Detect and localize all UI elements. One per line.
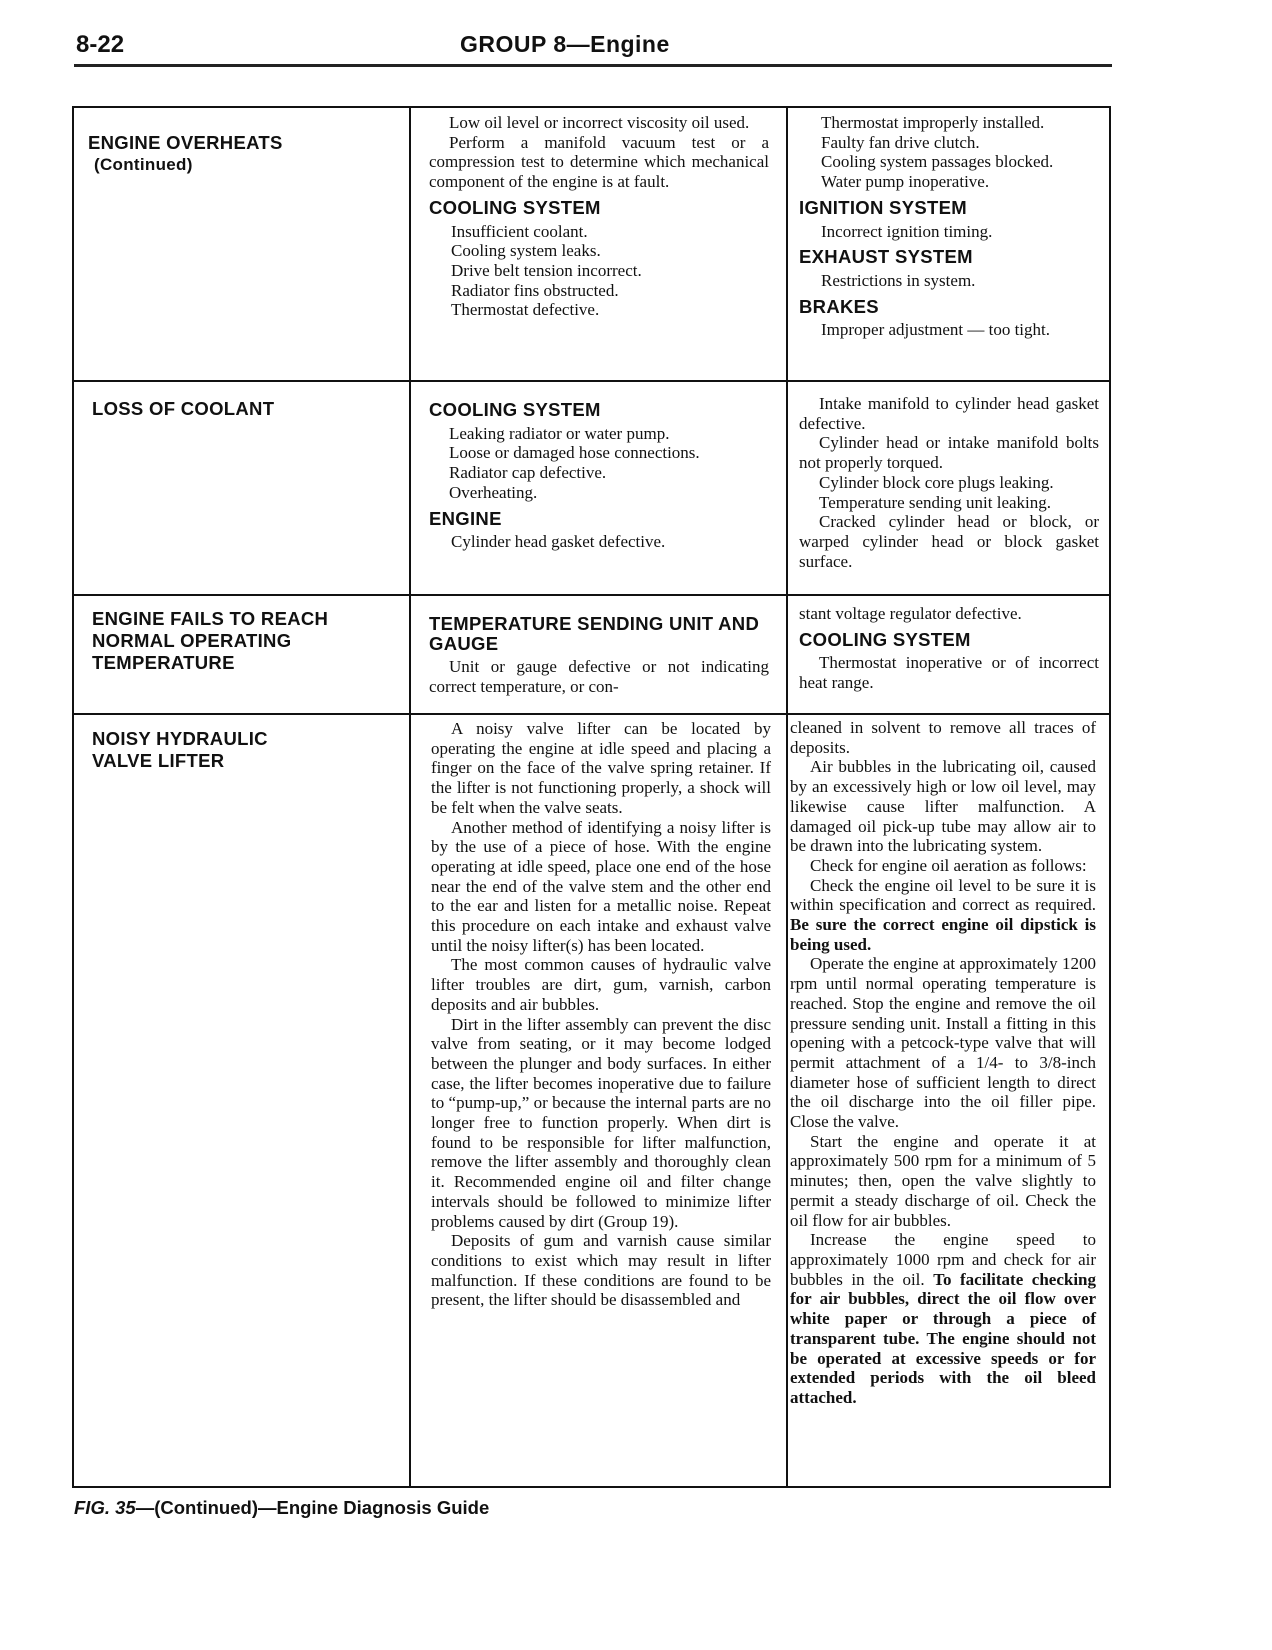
- cause-item: [429, 281, 769, 301]
- section-heading: [429, 198, 769, 218]
- cause-paragraph: [799, 394, 1099, 433]
- cause-text: Check for engine oil aeration as follows:: [810, 855, 1087, 875]
- row-divider-3: [74, 713, 1109, 715]
- figure-label: FIG. 35: [74, 1497, 136, 1518]
- cause-paragraph: [431, 818, 771, 956]
- cause-paragraph: [790, 856, 1096, 876]
- cause-item: [799, 320, 1099, 340]
- cause-item: [429, 532, 769, 552]
- cause-text: IGNITION SYSTEM: [799, 196, 967, 218]
- cause-paragraph: [799, 433, 1099, 472]
- cause-text: Water pump inoperative.: [821, 172, 990, 192]
- cause-paragraph: [799, 473, 1099, 493]
- cause-text: Deposits of gum and varnish cause similar conditions to exist which may result in lifter malfunction. If these conditions are found to be present, the lifter should be disassembled and: [431, 1231, 771, 1310]
- cause-text: cleaned in solvent to remove all traces of deposits.: [790, 718, 1096, 757]
- condition-title: ENGINE OVERHEATS: [88, 132, 283, 153]
- row1-causes-col2: [429, 113, 769, 320]
- cause-text: The most common causes of hydraulic valve lifter troubles are dirt, gum, varnish, carbon deposits and air bubbles.: [431, 955, 771, 1014]
- cause-text: Temperature sending unit leaking.: [819, 492, 1052, 512]
- cause-paragraph: [429, 657, 769, 696]
- cause-text: COOLING SYSTEM: [429, 399, 601, 420]
- cause-paragraph: [790, 718, 1096, 757]
- condition-engine-overheats: [88, 132, 283, 176]
- cause-item: [799, 133, 1099, 153]
- cause-text: Leaking radiator or water pump.: [449, 423, 670, 443]
- row3-causes-col2: [429, 608, 769, 697]
- column-divider-1: [409, 108, 411, 1486]
- figure-caption-text: —(Continued)—Engine Diagnosis Guide: [135, 1497, 490, 1518]
- row1-causes-col3: [799, 113, 1099, 340]
- section-heading: [429, 509, 769, 529]
- cause-paragraph: [431, 955, 771, 1014]
- cause-item: [429, 261, 769, 281]
- cause-paragraph: [799, 653, 1099, 692]
- cause-paragraph: [799, 493, 1099, 513]
- cause-text: ENGINE: [429, 507, 502, 529]
- cause-text: Restrictions in system.: [821, 270, 976, 290]
- condition-fails-to-reach-temperature: [92, 608, 392, 674]
- row-divider-2: [74, 594, 1109, 596]
- section-heading: [799, 630, 1099, 650]
- cause-text: Drive belt tension incorrect.: [451, 260, 642, 280]
- condition-noisy-valve-lifter: [92, 728, 282, 772]
- cause-text: Dirt in the lifter assembly can prevent the disc valve from seating, or it may become lodged between the plunger and body surfaces. In either case, the lifter becomes inoperative due to failure to “pump-up,” or because the internal parts are no longer free to function properly. When dirt is found to be responsible for lifter malfunction, remove the lifter assembly and thoroughly clean it. Recommended engine oil and filter change intervals should be followed to minimize lifter problems caused by dirt (Group 19).: [431, 1014, 771, 1231]
- section-heading: [799, 247, 1099, 267]
- section-heading: [429, 614, 769, 653]
- cause-text: EXHAUST SYSTEM: [799, 246, 973, 268]
- column-divider-2: [786, 108, 788, 1486]
- row4-causes-col3: [790, 718, 1096, 1408]
- cause-text: TEMPERATURE SENDING UNIT AND GAUGE: [429, 613, 760, 654]
- condition-loss-of-coolant: [92, 398, 274, 420]
- cause-paragraph: [799, 604, 1099, 624]
- row4-causes-col2: [431, 719, 771, 1310]
- cause-paragraph: [790, 876, 1096, 955]
- cause-text: Cylinder head gasket defective.: [451, 532, 666, 552]
- cause-text: Radiator cap defective.: [449, 463, 607, 483]
- cause-paragraph: [429, 113, 769, 133]
- cause-item: [799, 271, 1099, 291]
- cause-text: Low oil level or incorrect viscosity oil used.: [449, 113, 750, 132]
- cause-text: BRAKES: [799, 295, 879, 317]
- cause-paragraph: [790, 954, 1096, 1131]
- cause-paragraph: [429, 443, 769, 463]
- cause-item: [429, 222, 769, 242]
- cause-item: [799, 172, 1099, 192]
- condition-title: LOSS OF COOLANT: [92, 398, 275, 419]
- cause-text: Cylinder block core plugs leaking.: [819, 472, 1054, 492]
- cause-text: Air bubbles in the lubricating oil, caused by an excessively high or low oil level, may likewise cause lifter malfunction. A damaged oil pick-up tube may allow air to be drawn into the lubricating system.: [790, 757, 1096, 856]
- cause-text: Increase the engine speed to approximately 1000 rpm and check for air bubbles in the oil.: [790, 1230, 1096, 1289]
- cause-text: Intake manifold to cylinder head gasket defective.: [799, 394, 1099, 433]
- cause-item: [429, 241, 769, 261]
- cause-item: [799, 113, 1099, 133]
- cause-text: Insufficient coolant.: [451, 221, 588, 241]
- row2-causes-col3: [799, 394, 1099, 571]
- cause-item: [799, 222, 1099, 242]
- cause-text: Loose or damaged hose connections.: [449, 443, 700, 463]
- cause-paragraph: [429, 483, 769, 503]
- cause-paragraph: [431, 1231, 771, 1310]
- cause-paragraph: [431, 1015, 771, 1232]
- emphasis-text: Be sure the correct engine oil dipstick is being used.: [790, 915, 1096, 954]
- cause-paragraph: [790, 757, 1096, 856]
- cause-text: COOLING SYSTEM: [429, 196, 601, 218]
- condition-subtitle: (Continued): [94, 155, 193, 174]
- cause-paragraph: [429, 133, 769, 192]
- cause-paragraph: [799, 512, 1099, 571]
- cause-paragraph: [431, 719, 771, 818]
- cause-text: Check the engine oil level to be sure it is within specification and correct as required.: [790, 875, 1096, 915]
- diagnosis-table: [72, 106, 1111, 1488]
- row2-causes-col2: [429, 394, 769, 552]
- section-heading: [799, 198, 1099, 218]
- section-heading: [799, 297, 1099, 317]
- cause-text: Thermostat inoperative or of incorrect heat range.: [799, 653, 1099, 693]
- cause-item: [429, 300, 769, 320]
- cause-paragraph: [429, 424, 769, 444]
- cause-paragraph: [790, 1230, 1096, 1407]
- condition-title: NOISY HYDRAULIC VALVE LIFTER: [92, 728, 268, 771]
- cause-text: Incorrect ignition timing.: [821, 221, 993, 241]
- cause-item: [799, 152, 1099, 172]
- cause-text: Faulty fan drive clutch.: [821, 132, 980, 152]
- cause-text: Thermostat defective.: [451, 300, 600, 320]
- page-group-title: GROUP 8—Engine: [460, 31, 670, 57]
- cause-text: Overheating.: [449, 482, 538, 502]
- cause-text: Thermostat improperly installed.: [821, 113, 1045, 132]
- row-divider-1: [74, 380, 1109, 382]
- cause-text: COOLING SYSTEM: [799, 628, 971, 650]
- cause-text: Start the engine and operate it at approximately 500 rpm for a minimum of 5 minutes; then, open the valve slightly to permit a steady discharge of oil. Check the oil flow for air bubbles.: [790, 1131, 1096, 1230]
- cause-text: Operate the engine at approximately 1200 rpm until normal operating temperature is reached. Stop the engine and remove the oil pressure sending unit. Install a fitting in this opening with a petcock-type valve that will permit attachment of a 1/4- to 3/8-inch diameter hose of sufficient length to direct the oil discharge into the oil filler pipe. Close the valve.: [790, 954, 1096, 1132]
- cause-text: Cracked cylinder head or block, or warped cylinder head or block gasket surface.: [799, 512, 1099, 571]
- cause-text: Improper adjustment — too tight.: [821, 320, 1050, 340]
- cause-text: Cooling system passages blocked.: [821, 152, 1054, 172]
- cause-text: Radiator fins obstructed.: [451, 280, 619, 300]
- condition-title: ENGINE FAILS TO REACH NORMAL OPERATING TEMPERATURE: [92, 608, 329, 673]
- header-rule: [74, 64, 1112, 67]
- figure-caption: [74, 1497, 489, 1519]
- cause-text: A noisy valve lifter can be located by operating the engine at idle speed and placing a finger on the face of the valve spring retainer. If the lifter is not functioning properly, a shock will be felt when the valve seats.: [431, 719, 771, 817]
- cause-text: Another method of identifying a noisy lifter is by the use of a piece of hose. With the engine operating at idle speed, place one end of the hose near the end of the valve stem and the other end to the ear and listen for a metallic noise. Repeat this procedure on each intake and exhaust valve until the noisy lifter(s) has been located.: [431, 817, 771, 955]
- emphasis-text: To facilitate checking for air bubbles, direct the oil flow over white paper or through a piece of transparent tube. The engine should not be operated at excessive speeds or for extended periods with the oil bleed attached.: [790, 1269, 1097, 1407]
- cause-text: Cooling system leaks.: [451, 241, 601, 261]
- section-heading: [429, 400, 769, 420]
- row3-causes-col3: [799, 604, 1099, 693]
- cause-text: Unit or gauge defective or not indicating correct temperature, or con-: [429, 657, 769, 697]
- cause-text: Cylinder head or intake manifold bolts not properly torqued.: [799, 433, 1099, 473]
- cause-text: stant voltage regulator defective.: [799, 604, 1022, 623]
- cause-paragraph: [790, 1132, 1096, 1231]
- cause-paragraph: [429, 463, 769, 483]
- page-number: 8-22: [76, 31, 125, 58]
- cause-text: Perform a manifold vacuum test or a compression test to determine which mechanical component of the engine is at fault.: [429, 132, 769, 192]
